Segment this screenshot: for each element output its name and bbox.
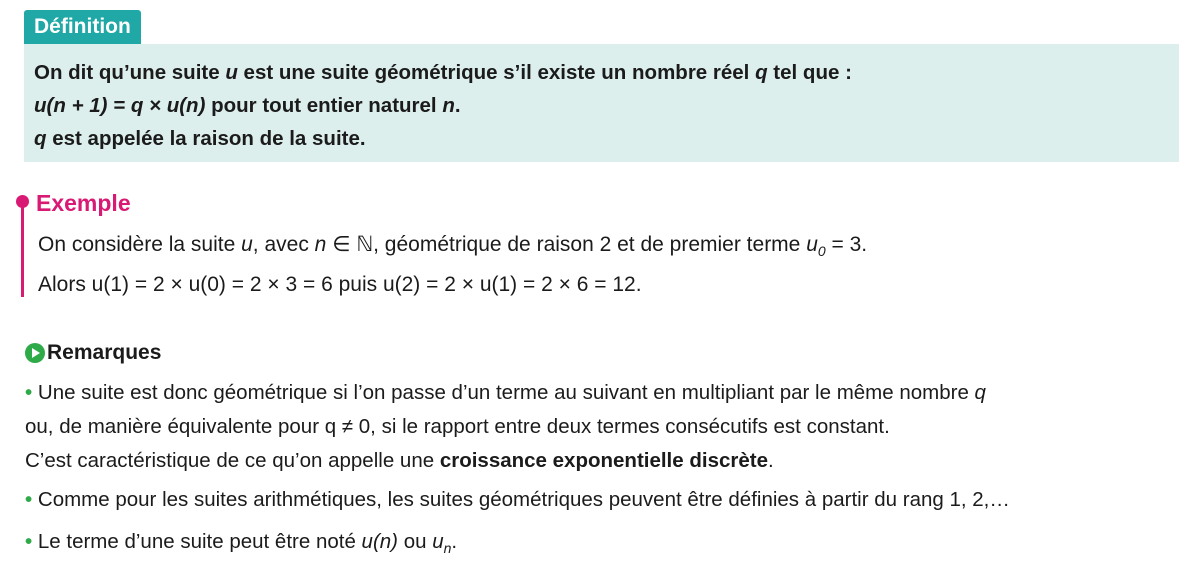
var-u: u (432, 530, 444, 553)
text: C’est caractéristique de ce qu’on appelle une (25, 449, 440, 472)
definition-tab: Définition (24, 10, 141, 44)
text: tel que : (767, 61, 852, 84)
play-circle-icon (25, 343, 45, 363)
definition-line-3 (34, 122, 1179, 155)
var-q: q (755, 61, 768, 84)
text: ou (398, 530, 433, 553)
bullet-icon: • (25, 530, 33, 553)
remark-3 (25, 527, 457, 563)
var-n: n (442, 94, 455, 117)
text: Le terme d’une suite peut être noté (32, 530, 362, 553)
notation-un: u(n) (361, 530, 399, 553)
text: pour tout entier naturel (205, 94, 443, 117)
text: . (451, 530, 458, 553)
subscript: n (443, 540, 452, 556)
text: est appelée la (46, 127, 193, 150)
definition-box (24, 44, 1179, 162)
var-u: u (225, 61, 238, 84)
term-raison: raison (192, 127, 254, 150)
term-croissance: croissance exponentielle discrète (439, 449, 768, 472)
remark-1-line-1 (25, 378, 986, 408)
text: Comme pour les suites arithmétiques, les suites géométriques peuvent être définies à partir du rang 1, 2,… (32, 488, 1010, 511)
bullet-icon: • (25, 488, 33, 511)
text: ∈ ℕ, géométrique de raison 2 et de premier terme (326, 233, 807, 256)
example-bullet-icon (16, 195, 29, 208)
var-u0: u (806, 233, 818, 256)
example-line-1 (38, 230, 867, 266)
text: est une suite géométrique s’il existe un nombre réel (237, 61, 756, 84)
var-u: u (241, 233, 253, 256)
text: . (454, 94, 461, 117)
text: de la suite. (253, 127, 366, 150)
var-q: q (34, 127, 47, 150)
text: = 3. (825, 233, 868, 256)
example-line-2: Alors u(1) = 2 × u(0) = 2 × 3 = 6 puis u(2) = 2 × u(1) = 2 × 6 = 12. (38, 273, 642, 296)
remark-1-line-3 (25, 446, 774, 476)
text: On considère la suite (38, 233, 242, 256)
text: On dit qu’une suite (34, 61, 226, 84)
text: , avec (252, 233, 315, 256)
example-accent-bar (21, 204, 24, 297)
text: Une suite est donc géométrique si l’on passe d’un terme au suivant en multipliant par le même nombre (32, 381, 975, 404)
recurrence-formula: u(n + 1) = q × u(n) (34, 94, 206, 117)
text: . (767, 449, 774, 472)
example-title: Exemple (36, 190, 131, 216)
definition-line-2 (34, 89, 1179, 122)
remark-1-line-2: ou, de manière équivalente pour q ≠ 0, si le rapport entre deux termes consécutifs est constant. (25, 415, 890, 438)
definition-line-1 (34, 56, 1179, 89)
subscript: 0 (817, 243, 826, 259)
remark-2 (25, 485, 1010, 515)
remarks-title: Remarques (47, 341, 162, 364)
var-q: q (974, 381, 986, 404)
bullet-icon: • (25, 381, 33, 404)
var-n: n (314, 233, 327, 256)
